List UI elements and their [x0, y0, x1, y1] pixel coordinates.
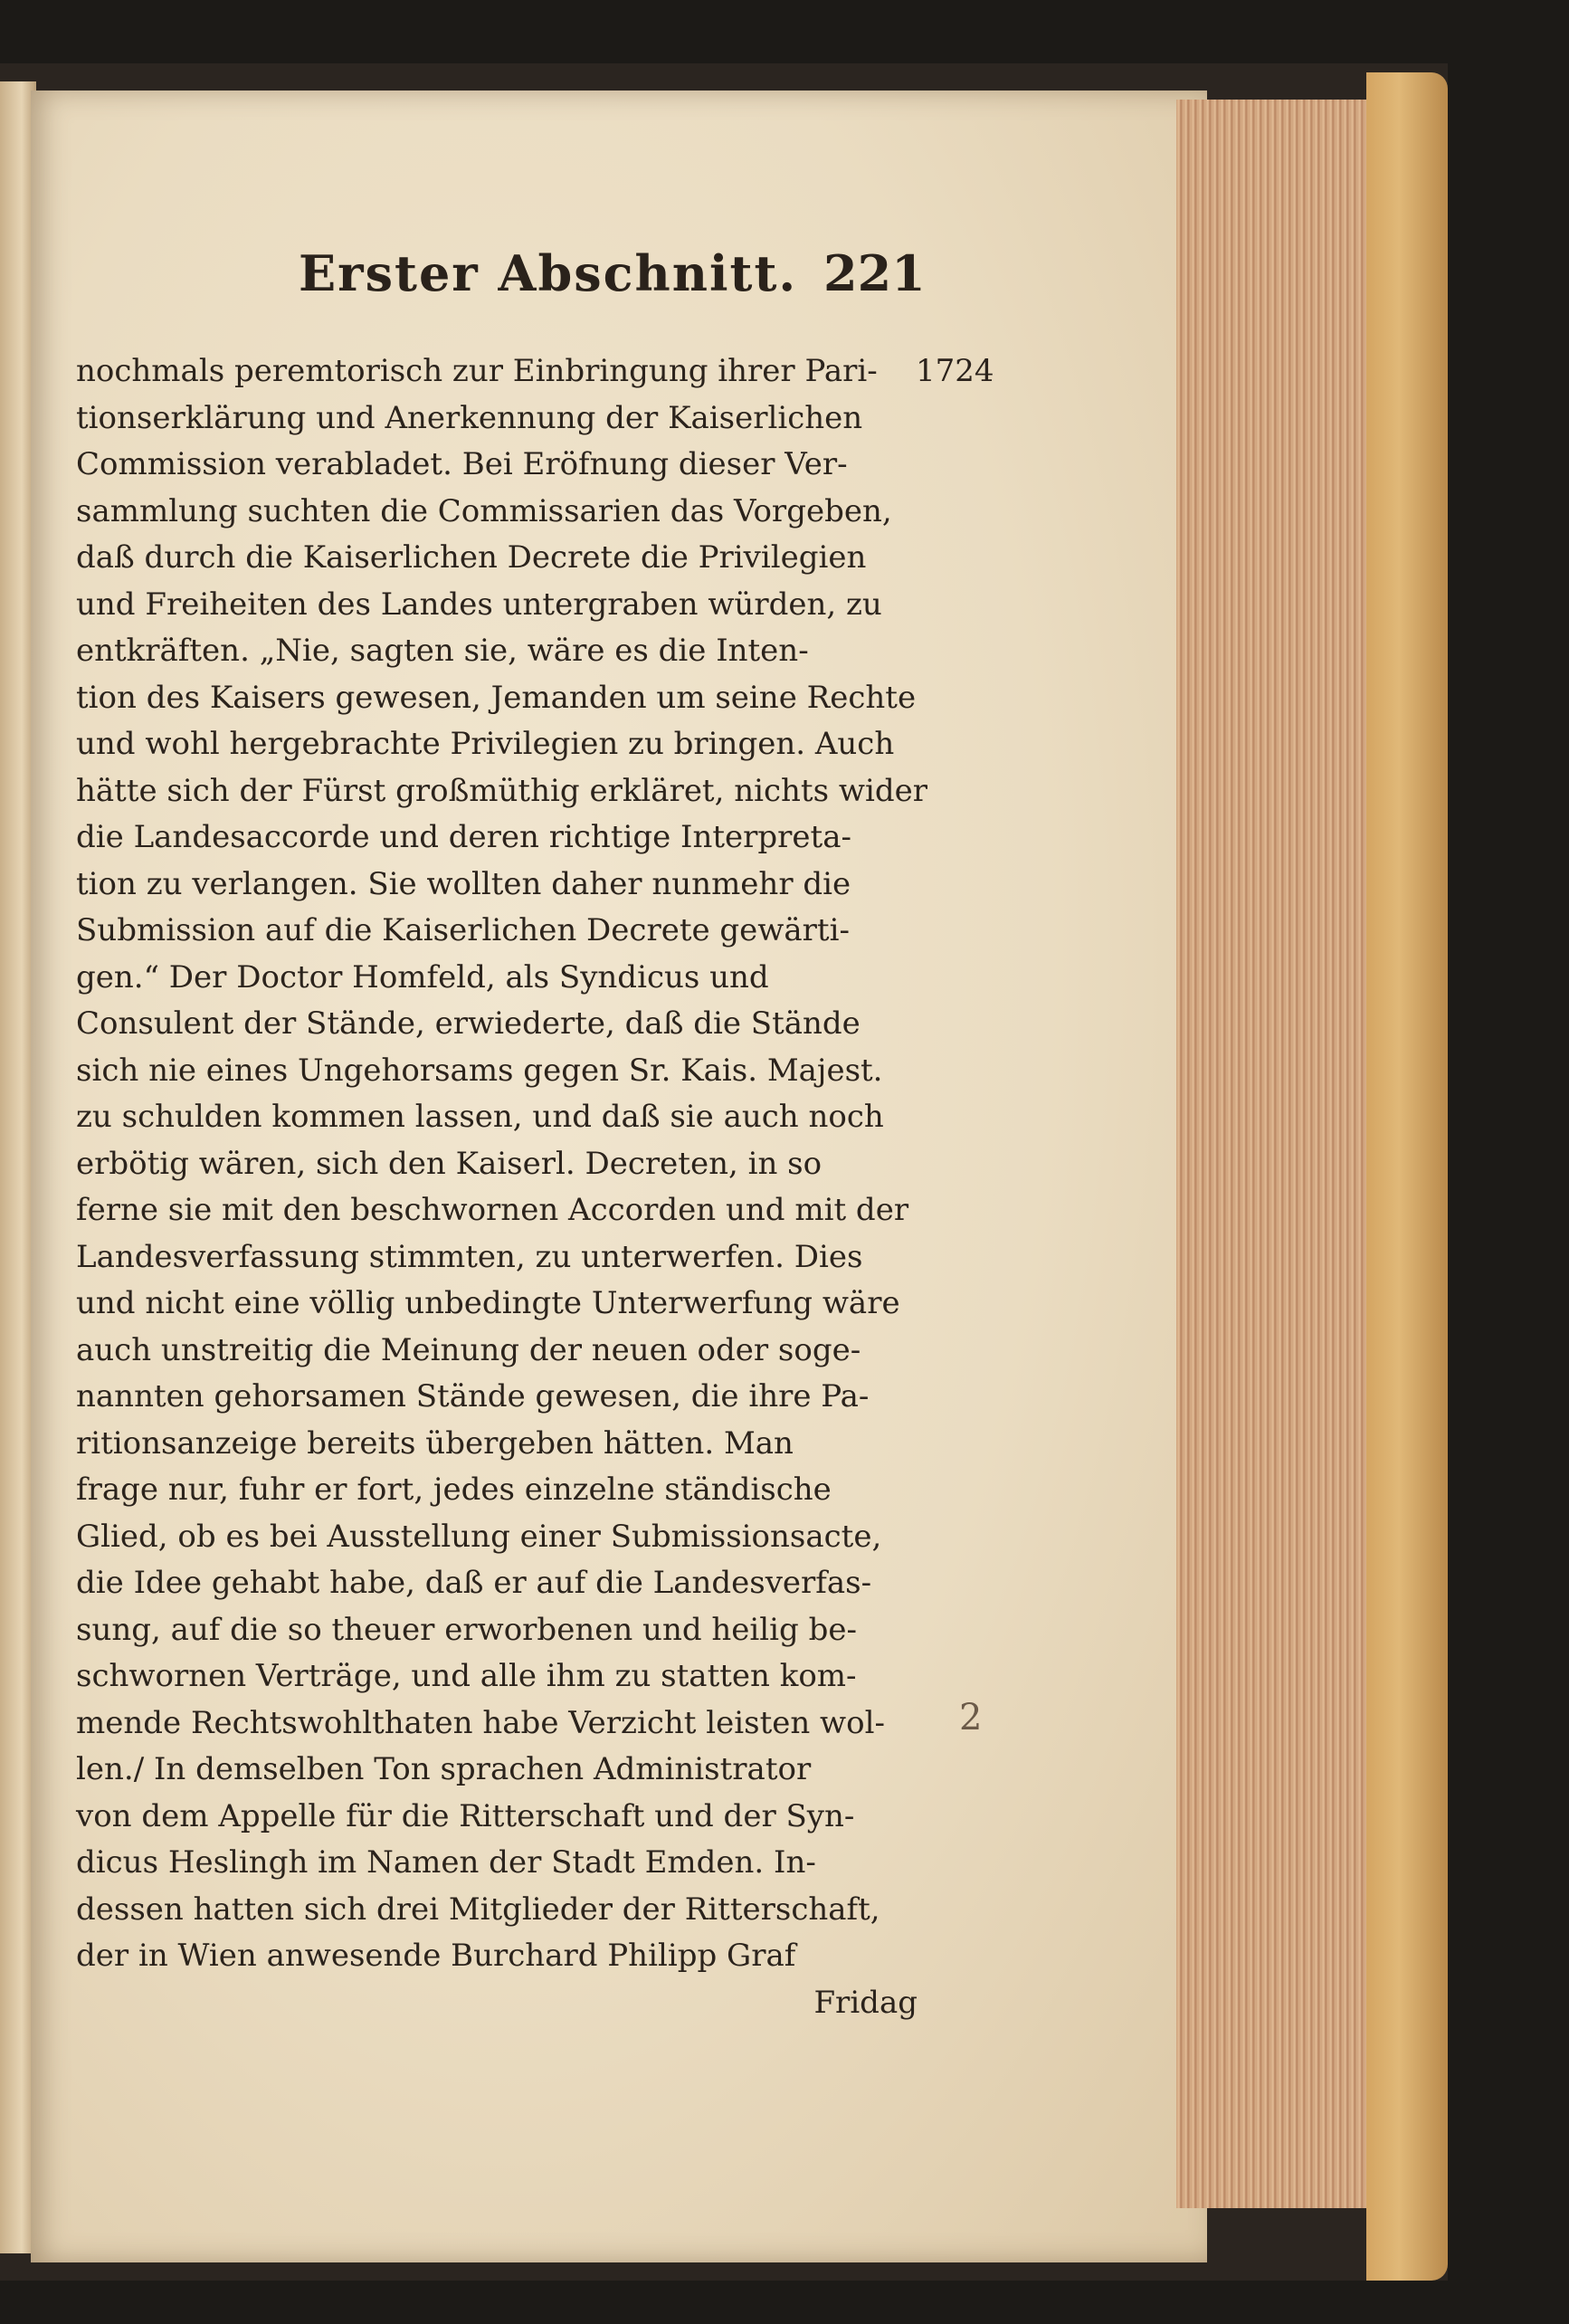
text-line: len./ In demselben Ton sprachen Administrator [76, 1751, 812, 1787]
text-line: daß durch die Kaiserlichen Decrete die Privilegien [76, 539, 867, 576]
text-line: entkräften. „Nie, sagten sie, wäre es die Inten- [76, 633, 809, 669]
text-line: die Idee gehabt habe, daß er auf die Landesverfas- [76, 1565, 872, 1601]
text-line: sung, auf die so theuer erworbenen und heilig be- [76, 1611, 857, 1648]
margin-year: 1724 [916, 353, 994, 389]
text-line: Commission verabladet. Bei Eröfnung dieser Ver- [76, 446, 848, 482]
running-title: Erster Abschnitt. [299, 244, 798, 302]
text-line: der in Wien anwesende Burchard Philipp Graf [76, 1938, 796, 1974]
text-line: dessen hatten sich drei Mitglieder der Ritterschaft, [76, 1891, 880, 1928]
text-line: die Landesaccorde und deren richtige Interpreta- [76, 819, 851, 855]
text-line: und wohl hergebrachte Privilegien zu bringen. Auch [76, 726, 895, 762]
text-line: und Freiheiten des Landes untergraben würden, zu [76, 586, 882, 623]
text-line: Glied, ob es bei Ausstellung einer Submissionsacte, [76, 1518, 882, 1555]
text-line: nochmals peremtorisch zur Einbringung ihrer Pari- [76, 353, 878, 389]
text-line: zu schulden kommen lassen, und daß sie auch noch [76, 1099, 884, 1135]
text-line: sammlung suchten die Commissarien das Vorgeben, [76, 492, 892, 529]
page-number: 221 [823, 244, 926, 302]
text-line: ritionsanzeige bereits übergeben hätten. Man [76, 1424, 794, 1462]
text-line: erbötig wären, sich den Kaiserl. Decreten, in so [76, 1145, 823, 1182]
body-text [76, 348, 927, 2026]
text-line: Consulent der Stände, erwiederte, daß die Stände [76, 1005, 861, 1042]
text-line: dicus Heslingh im Namen der Stadt Emden. In- [76, 1844, 816, 1881]
text-line: frage nur, fuhr er fort, jedes einzelne ständische [76, 1472, 832, 1508]
text-line: gen.“ Der Doctor Homfeld, als Syndicus und [76, 958, 769, 995]
text-line: sich nie eines Ungehorsams gegen Sr. Kais. Majest. [76, 1052, 883, 1089]
text-line: mende Rechtswohlthaten habe Verzicht leisten wol- [76, 1704, 885, 1741]
text-line: auch unstreitig die Meinung der neuen oder soge- [76, 1331, 861, 1368]
text-line: tion zu verlangen. Sie wollten daher nunmehr die [76, 865, 851, 902]
text-line: hätte sich der Fürst großmüthig erkläret, nichts wider [76, 772, 927, 809]
text-line: ferne sie mit den beschwornen Accorden und mit der [76, 1192, 909, 1228]
catchword: Fridag [813, 1984, 918, 2021]
page-block-edges [1176, 100, 1366, 2208]
text-line: tion des Kaisers gewesen, Jemanden um seine Rechte [76, 679, 917, 716]
text-line: Submission auf die Kaiserlichen Decrete gewärti- [76, 912, 850, 948]
text-line: tionserklärung und Anerkennung der Kaiserlichen [76, 399, 863, 436]
text-line: nannten gehorsamen Stände gewesen, die ihre Pa- [76, 1378, 870, 1414]
page-header [299, 244, 932, 326]
text-line: von dem Appelle für die Ritterschaft und der Syn- [76, 1797, 855, 1834]
cover-board [1366, 72, 1448, 2281]
text-line: Landesverfassung stimmten, zu unterwerfen. Dies [76, 1238, 863, 1275]
pencil-margin-mark: 2 [959, 1697, 983, 1738]
text-line: schwornen Verträge, und alle ihm zu statten kom- [76, 1658, 857, 1694]
text-line: und nicht eine völlig unbedingte Unterwerfung wäre [76, 1285, 900, 1321]
